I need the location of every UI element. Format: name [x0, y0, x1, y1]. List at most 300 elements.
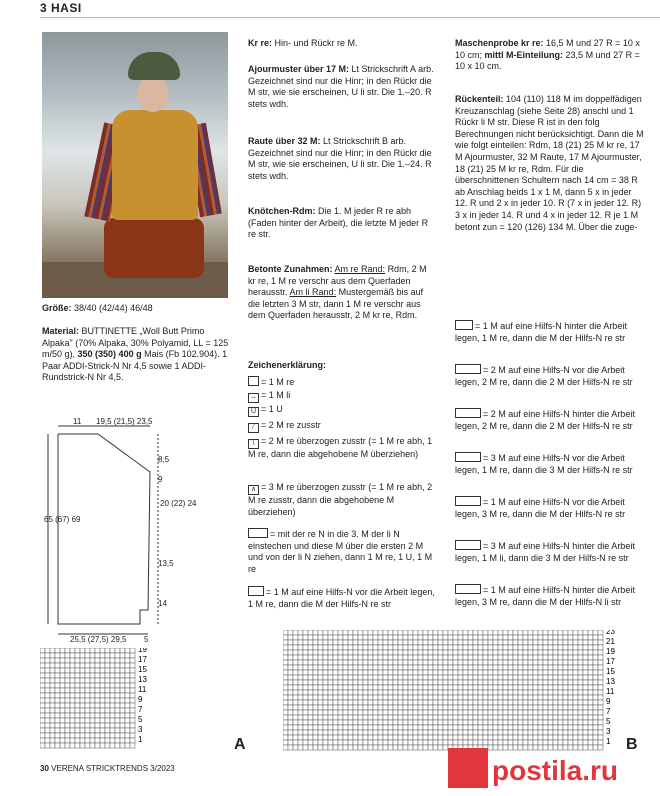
row-number: 15	[138, 665, 147, 674]
chart-cell	[563, 720, 568, 725]
chart-cell	[288, 705, 293, 710]
chart-cell	[40, 668, 45, 673]
chart-cell	[448, 680, 453, 685]
chart-cell	[568, 660, 573, 665]
chart-cell	[403, 710, 408, 715]
chart-cell	[363, 645, 368, 650]
chart-cell	[553, 695, 558, 700]
chart-cell	[95, 678, 100, 683]
chart-cell	[588, 730, 593, 735]
chart-cell	[438, 675, 443, 680]
chart-cell	[493, 710, 498, 715]
chart-cell	[558, 680, 563, 685]
chart-cell	[568, 720, 573, 725]
chart-cell	[303, 745, 308, 750]
chart-cell	[438, 720, 443, 725]
chart-cell	[60, 688, 65, 693]
chart-cell	[478, 730, 483, 735]
chart-cell	[348, 730, 353, 735]
chart-cell	[388, 720, 393, 725]
chart-cell	[443, 670, 448, 675]
dim-v6: 14	[158, 599, 167, 608]
chart-cell	[368, 680, 373, 685]
chart-cell	[578, 665, 583, 670]
chart-cell	[438, 650, 443, 655]
chart-cell	[413, 720, 418, 725]
chart-cell	[508, 635, 513, 640]
chart-cell	[75, 703, 80, 708]
chart-cell	[80, 718, 85, 723]
row-number: 5	[606, 717, 611, 726]
chart-cell	[463, 705, 468, 710]
chart-cell	[45, 713, 50, 718]
chart-cell	[388, 745, 393, 750]
chart-cell	[60, 703, 65, 708]
chart-cell	[338, 640, 343, 645]
chart-cell	[65, 688, 70, 693]
chart-cell	[548, 675, 553, 680]
row-number: 21	[606, 637, 615, 646]
chart-cell	[433, 715, 438, 720]
chart-cell	[408, 685, 413, 690]
chart-cell	[283, 740, 288, 745]
chart-cell	[55, 708, 60, 713]
chart-cell	[543, 690, 548, 695]
chart-cell	[468, 705, 473, 710]
chart-cell	[483, 690, 488, 695]
chart-cell	[105, 663, 110, 668]
chart-cell	[50, 703, 55, 708]
chart-cell	[130, 718, 135, 723]
chart-cell	[523, 695, 528, 700]
chart-cell	[513, 630, 518, 635]
chart-cell	[70, 663, 75, 668]
chart-cell	[368, 630, 373, 635]
chart-cell	[488, 690, 493, 695]
chart-cell	[353, 720, 358, 725]
chart-cell	[488, 710, 493, 715]
chart-cell	[293, 710, 298, 715]
chart-cell	[80, 713, 85, 718]
chart-cell	[90, 683, 95, 688]
chart-cell	[323, 695, 328, 700]
model-photo	[42, 32, 228, 298]
chart-cell	[323, 720, 328, 725]
chart-cell	[363, 665, 368, 670]
chart-cell	[85, 738, 90, 743]
chart-cell	[378, 720, 383, 725]
chart-cell	[548, 725, 553, 730]
chart-cell	[563, 645, 568, 650]
chart-cell	[483, 640, 488, 645]
chart-cell	[403, 705, 408, 710]
chart-cell	[338, 635, 343, 640]
chart-cell	[283, 660, 288, 665]
chart-cell	[363, 715, 368, 720]
chart-cell	[130, 658, 135, 663]
chart-cell	[598, 655, 603, 660]
chart-cell	[363, 695, 368, 700]
chart-cell	[413, 730, 418, 735]
chart-cell	[418, 685, 423, 690]
chart-cell	[333, 725, 338, 730]
chart-cell	[553, 710, 558, 715]
chart-cell	[398, 715, 403, 720]
chart-cell	[398, 710, 403, 715]
chart-cell	[438, 680, 443, 685]
chart-cell	[55, 698, 60, 703]
chart-cell	[105, 723, 110, 728]
chart-cell	[293, 635, 298, 640]
chart-cell	[343, 740, 348, 745]
chart-cell	[563, 630, 568, 635]
chart-cell	[433, 665, 438, 670]
chart-cell	[458, 710, 463, 715]
chart-cell	[443, 700, 448, 705]
chart-cell	[433, 725, 438, 730]
chart-cell	[125, 688, 130, 693]
chart-cell	[433, 690, 438, 695]
chart-cell	[583, 690, 588, 695]
chart-cell	[423, 640, 428, 645]
chart-cell	[318, 650, 323, 655]
chart-cell	[75, 653, 80, 658]
legend-title: Zeichenerklärung:	[248, 360, 327, 370]
chart-cell	[90, 673, 95, 678]
chart-cell	[398, 690, 403, 695]
chart-cell	[533, 715, 538, 720]
row-number: 13	[606, 677, 615, 686]
chart-cell	[438, 695, 443, 700]
chart-cell	[578, 640, 583, 645]
chart-cell	[428, 675, 433, 680]
chart-cell	[298, 690, 303, 695]
chart-cell	[493, 640, 498, 645]
chart-cell	[328, 655, 333, 660]
chart-cell	[598, 710, 603, 715]
chart-cell	[50, 653, 55, 658]
chart-cell	[65, 693, 70, 698]
chart-cell	[413, 715, 418, 720]
chart-cell	[55, 663, 60, 668]
chart-cell	[518, 730, 523, 735]
chart-cell	[303, 740, 308, 745]
chart-cell	[358, 680, 363, 685]
chart-cell	[478, 635, 483, 640]
chart-cell	[293, 715, 298, 720]
chart-cell	[478, 695, 483, 700]
chart-cell	[583, 715, 588, 720]
chart-cell	[538, 660, 543, 665]
chart-cell	[403, 660, 408, 665]
chart-cell	[373, 675, 378, 680]
chart-cell	[478, 710, 483, 715]
chart-cell	[298, 635, 303, 640]
chart-cell	[298, 630, 303, 635]
chart-cell	[483, 680, 488, 685]
chart-cell	[578, 695, 583, 700]
chart-cell	[558, 720, 563, 725]
chart-cell	[323, 740, 328, 745]
chart-cell	[453, 700, 458, 705]
chart-cell	[433, 650, 438, 655]
chart-cell	[593, 645, 598, 650]
chart-cell	[453, 670, 458, 675]
chart-cell	[483, 665, 488, 670]
chart-cell	[60, 698, 65, 703]
chart-cell	[348, 690, 353, 695]
chart-cell	[593, 665, 598, 670]
chart-cell	[303, 710, 308, 715]
chart-cell	[65, 713, 70, 718]
chart-cell	[563, 665, 568, 670]
chart-cell	[463, 725, 468, 730]
chart-cell	[508, 720, 513, 725]
chart-cell	[408, 710, 413, 715]
chart-cell	[110, 683, 115, 688]
chart-cell	[508, 670, 513, 675]
chart-cell	[110, 648, 115, 653]
chart-cell	[303, 690, 308, 695]
chart-cell	[298, 650, 303, 655]
chart-cell	[293, 745, 298, 750]
chart-cell	[343, 685, 348, 690]
chart-cell	[120, 688, 125, 693]
chart-cell	[553, 725, 558, 730]
chart-cell	[563, 635, 568, 640]
chart-cell	[413, 725, 418, 730]
chart-cell	[288, 740, 293, 745]
chart-cell	[478, 715, 483, 720]
chart-cell	[288, 665, 293, 670]
chart-cell	[85, 678, 90, 683]
chart-cell	[120, 683, 125, 688]
chart-cell	[488, 645, 493, 650]
chart-cell	[548, 650, 553, 655]
chart-cell	[583, 670, 588, 675]
legend-cable-3-1-back: = 3 M auf eine Hilfs-N hinter die Arbeit legen, 1 M li, dann die 3 M der Hilfs-N re str	[455, 541, 635, 563]
chart-cell	[368, 670, 373, 675]
chart-cell	[65, 698, 70, 703]
chart-cell	[573, 675, 578, 680]
chart-cell	[453, 665, 458, 670]
chart-cell	[313, 675, 318, 680]
chart-cell	[418, 730, 423, 735]
chart-cell	[110, 673, 115, 678]
chart-cell	[313, 725, 318, 730]
chart-cell	[463, 700, 468, 705]
chart-cell	[493, 655, 498, 660]
chart-cell	[333, 705, 338, 710]
chart-cell	[598, 725, 603, 730]
chart-cell	[80, 683, 85, 688]
chart-cell	[398, 725, 403, 730]
row-number: 1	[606, 737, 611, 746]
chart-cell	[45, 683, 50, 688]
chart-cell	[90, 703, 95, 708]
chart-cell	[348, 640, 353, 645]
chart-cell	[298, 725, 303, 730]
chart-cell	[438, 670, 443, 675]
chart-cell	[303, 665, 308, 670]
chart-cell	[130, 743, 135, 748]
chart-cell	[313, 745, 318, 750]
chart-cell	[85, 733, 90, 738]
chart-cell	[523, 655, 528, 660]
legend-cable-2-2-back: = 2 M auf eine Hilfs-N hinter die Arbeit legen, 2 M re, dann die 2 M der Hilfs-N re str	[455, 409, 635, 431]
chart-cell	[438, 730, 443, 735]
chart-cell	[518, 685, 523, 690]
chart-cell	[90, 648, 95, 653]
knitting-chart-a	[40, 648, 250, 758]
chart-cell	[65, 683, 70, 688]
chart-cell	[568, 650, 573, 655]
chart-cell	[538, 675, 543, 680]
increases: Betonte Zunahmen: Am re Rand: Rdm, 2 M kr re, 1 M re verschr aus dem Querfaden herausstr. Am li Rand: Mustergemäß bis auf die letzten 3 M str, dann 1 M re verschr aus dem Querfaden herausstr, 2 M kr re, Rdm.	[248, 264, 427, 321]
page-header	[0, 0, 660, 18]
chart-cell	[95, 718, 100, 723]
chart-cell	[568, 635, 573, 640]
chart-cell	[60, 713, 65, 718]
chart-cell	[453, 680, 458, 685]
chart-cell	[388, 715, 393, 720]
chart-cell	[588, 695, 593, 700]
chart-cell	[40, 693, 45, 698]
chart-cell	[453, 715, 458, 720]
chart-cell	[308, 640, 313, 645]
chart-cell	[318, 670, 323, 675]
chart-cell	[110, 698, 115, 703]
chart-cell	[558, 725, 563, 730]
chart-cell	[100, 728, 105, 733]
chart-cell	[528, 720, 533, 725]
chart-cell	[528, 660, 533, 665]
chart-cell	[458, 630, 463, 635]
chart-cell	[313, 655, 318, 660]
chart-cell	[378, 745, 383, 750]
chart-cell	[438, 655, 443, 660]
chart-cell	[523, 650, 528, 655]
chart-cell	[423, 690, 428, 695]
chart-cell	[388, 700, 393, 705]
chart-cell	[363, 650, 368, 655]
watermark-logo	[440, 740, 660, 790]
chart-cell	[90, 713, 95, 718]
chart-cell	[583, 705, 588, 710]
chart-cell	[338, 695, 343, 700]
chart-cell	[283, 695, 288, 700]
chart-cell	[80, 728, 85, 733]
chart-cell	[348, 685, 353, 690]
chart-cell	[473, 685, 478, 690]
chart-cell	[538, 650, 543, 655]
chart-cell	[333, 715, 338, 720]
chart-cell	[333, 720, 338, 725]
chart-cell	[453, 720, 458, 725]
chart-cell	[100, 653, 105, 658]
chart-cell	[438, 645, 443, 650]
chart-cell	[378, 650, 383, 655]
chart-cell	[318, 700, 323, 705]
chart-cell	[65, 718, 70, 723]
chart-cell	[408, 680, 413, 685]
chart-cell	[45, 673, 50, 678]
chart-cell	[448, 665, 453, 670]
chart-cell	[528, 725, 533, 730]
chart-cell	[100, 703, 105, 708]
chart-cell	[463, 655, 468, 660]
chart-cell	[60, 733, 65, 738]
chart-cell	[543, 680, 548, 685]
chart-cell	[433, 680, 438, 685]
chart-cell	[508, 730, 513, 735]
chart-cell	[588, 720, 593, 725]
chart-cell	[513, 700, 518, 705]
chart-cell	[40, 658, 45, 663]
chart-cell	[115, 653, 120, 658]
chart-cell	[408, 745, 413, 750]
chart-cell	[423, 700, 428, 705]
chart-cell	[468, 630, 473, 635]
chart-cell	[528, 705, 533, 710]
chart-cell	[338, 740, 343, 745]
chart-cell	[548, 710, 553, 715]
chart-cell	[483, 715, 488, 720]
chart-cell	[403, 690, 408, 695]
chart-cell	[353, 725, 358, 730]
chart-cell	[358, 735, 363, 740]
chart-cell	[283, 645, 288, 650]
chart-cell	[95, 698, 100, 703]
chart-cell	[323, 675, 328, 680]
chart-cell	[463, 715, 468, 720]
chart-cell	[368, 655, 373, 660]
chart-cell	[573, 655, 578, 660]
chart-cell	[393, 680, 398, 685]
chart-cell	[403, 665, 408, 670]
chart-cell	[75, 738, 80, 743]
chart-cell	[313, 695, 318, 700]
chart-cell	[75, 733, 80, 738]
chart-cell	[75, 678, 80, 683]
chart-cell	[358, 640, 363, 645]
chart-cell	[115, 693, 120, 698]
chart-cell	[100, 743, 105, 748]
chart-cell	[348, 740, 353, 745]
chart-cell	[90, 668, 95, 673]
chart-cell	[403, 675, 408, 680]
chart-cell	[468, 635, 473, 640]
chart-cell	[353, 690, 358, 695]
chart-cell	[428, 715, 433, 720]
chart-cell	[115, 673, 120, 678]
chart-cell	[338, 725, 343, 730]
chart-cell	[503, 670, 508, 675]
chart-cell	[413, 665, 418, 670]
chart-cell	[388, 655, 393, 660]
chart-cell	[513, 710, 518, 715]
chart-cell	[533, 650, 538, 655]
chart-cell	[383, 745, 388, 750]
chart-cell	[578, 705, 583, 710]
chart-cell	[288, 680, 293, 685]
chart-cell	[573, 700, 578, 705]
chart-cell	[90, 678, 95, 683]
chart-cell	[463, 670, 468, 675]
chart-cell	[448, 650, 453, 655]
chart-cell	[473, 695, 478, 700]
chart-cell	[413, 740, 418, 745]
